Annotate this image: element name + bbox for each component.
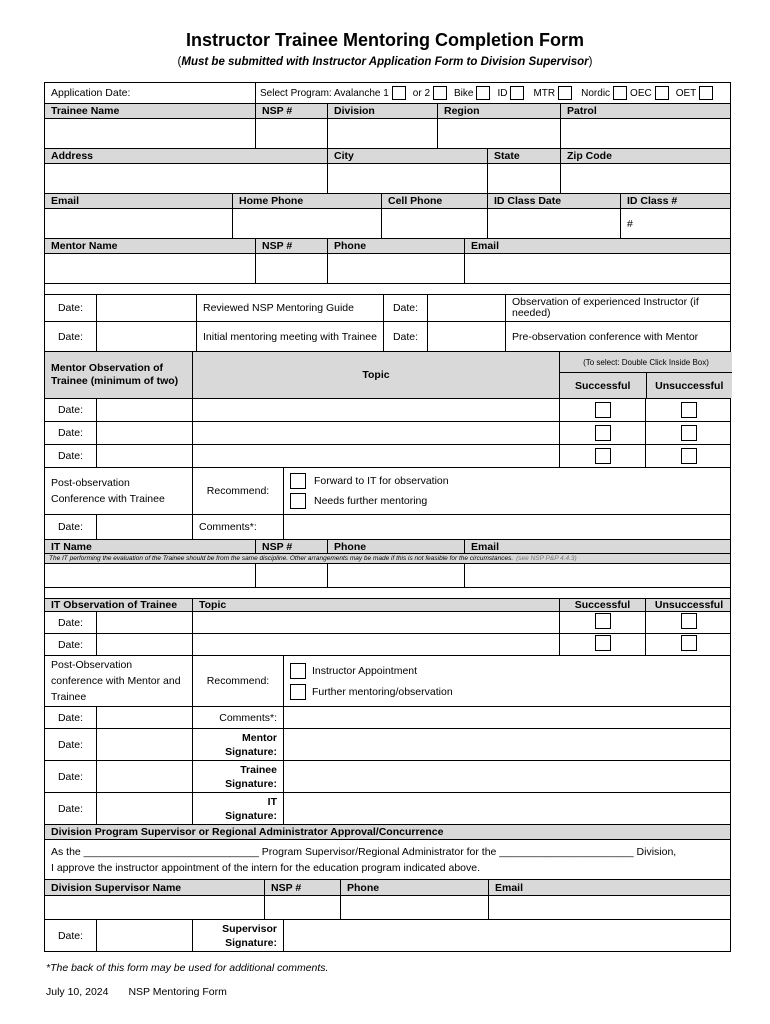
- it-note: The IT performing the evaluation of the Trainee should be from the same discipline. Other arrangements may be made if this is not feasible for the circumstances.: [49, 555, 514, 562]
- checkbox-mtr[interactable]: [558, 86, 572, 100]
- cell-phone-field[interactable]: [382, 209, 488, 238]
- mentor-obs-successful-checkbox[interactable]: [595, 402, 611, 418]
- application-date-label: Application Date:: [45, 83, 256, 103]
- post-obs2-comments-row: Date: Comments*:: [44, 707, 731, 729]
- home-phone-label: Home Phone: [233, 194, 382, 208]
- it-obs-successful-checkbox[interactable]: [595, 613, 611, 629]
- it-obs-unsuccessful-checkbox[interactable]: [681, 635, 697, 651]
- division-header: [44, 825, 731, 840]
- it-note-ref: (see NSP P&P 4.4.3): [516, 555, 577, 562]
- city-label: City: [328, 149, 488, 163]
- post-obs2-label: Post-Observation conference with Mentor and Trainee: [45, 656, 193, 706]
- initial-date-field[interactable]: [97, 322, 197, 351]
- mentor-nsp-label: NSP #: [256, 239, 328, 253]
- forward-it-checkbox[interactable]: [290, 473, 306, 489]
- trainee-region-label: Region: [438, 104, 561, 118]
- post-obs2-comments-label: Comments*:: [193, 707, 284, 728]
- division-email-label: Email: [495, 881, 524, 894]
- trainee-division-label: Division: [328, 104, 438, 118]
- home-phone-field[interactable]: [233, 209, 382, 238]
- mentor-obs-row: Date:: [44, 422, 731, 445]
- id-class-date-label: ID Class Date: [488, 194, 621, 208]
- it-obs-unsuccessful-checkbox[interactable]: [681, 613, 697, 629]
- cell-phone-label: Cell Phone: [382, 194, 488, 208]
- footer-form-name: NSP Mentoring Form: [128, 986, 227, 998]
- trainee-name-field[interactable]: [45, 119, 256, 148]
- trainee-name-label: Trainee Name: [45, 104, 256, 118]
- mentor-obs-successful-checkbox[interactable]: [595, 425, 611, 441]
- contact-fields: [44, 209, 731, 239]
- mentor-obs-topic-field[interactable]: [193, 422, 560, 444]
- mentor-signature-date-field[interactable]: [97, 729, 193, 760]
- it-note-row: [44, 554, 731, 564]
- mentor-obs-unsuccessful-checkbox[interactable]: [681, 402, 697, 418]
- it-obs-header: [44, 598, 731, 612]
- address-field[interactable]: [45, 164, 328, 193]
- it-email-field[interactable]: [465, 564, 732, 587]
- post-obs1-comments-row: Date: Comments*:: [44, 515, 731, 540]
- division-nsp-field[interactable]: [265, 896, 341, 919]
- post-obs2-recommend: Recommend:: [193, 656, 284, 706]
- it-nsp-label: NSP #: [256, 540, 328, 553]
- zip-field[interactable]: [561, 164, 732, 193]
- post-obs1-date-field[interactable]: [97, 515, 193, 539]
- post-obs2-date-field[interactable]: [97, 707, 193, 728]
- it-obs-label: IT Observation of Trainee: [45, 599, 193, 611]
- mentor-obs-label: Mentor Observation of Trainee (minimum of two): [45, 352, 193, 398]
- it-phone-field[interactable]: [328, 564, 465, 587]
- post-obs1-row: Post-observation Conference with Trainee Recommend: Forward to IT for observation Needs further mentoring: [44, 468, 731, 515]
- supervisor-date-field[interactable]: [97, 920, 193, 951]
- trainee-nsp-label: NSP #: [256, 104, 328, 118]
- reviewed-guide-label: Reviewed NSP Mentoring Guide: [197, 295, 384, 321]
- spacer: [44, 284, 731, 294]
- mentor-successful-label: Successful: [560, 373, 647, 398]
- email-field[interactable]: [45, 209, 233, 238]
- preobs-label: Pre-observation conference with Mentor: [512, 330, 699, 343]
- trainee-signature-field[interactable]: [284, 761, 732, 792]
- trainee-region-field[interactable]: [438, 119, 561, 148]
- mentor-obs-topic-field[interactable]: [193, 399, 560, 421]
- id-class-date-field[interactable]: [488, 209, 621, 238]
- preobs-date-field[interactable]: [428, 322, 506, 351]
- id-class-num-label: ID Class #: [627, 195, 678, 207]
- mentor-email-label: Email: [471, 240, 500, 252]
- checkbox-nordic[interactable]: [613, 86, 627, 100]
- city-field[interactable]: [328, 164, 488, 193]
- division-sup-name-label: Division Supervisor Name: [45, 880, 265, 895]
- further-observation-checkbox[interactable]: [290, 684, 306, 700]
- post-obs2-row: Post-Observation conference with Mentor and Trainee Recommend: Instructor Appointment Further mentoring/observation: [44, 656, 731, 707]
- mentoring-form: [44, 82, 731, 952]
- mentor-obs-topic-label: Topic: [193, 352, 560, 398]
- observation-date-field[interactable]: [428, 295, 506, 321]
- program-row: [44, 82, 731, 104]
- mentor-header: [44, 239, 731, 254]
- supervisor-signature-row: Date: Supervisor Signature:: [44, 920, 731, 952]
- address-header: [44, 149, 731, 164]
- checkbox-avalanche2[interactable]: [433, 86, 447, 100]
- prep-row-2: Date: Initial mentoring meeting with Trainee Date: Pre-observation conference with Mentor: [44, 322, 731, 352]
- instructor-appointment-checkbox[interactable]: [290, 663, 306, 679]
- select-hint: (To select: Double Click Inside Box): [560, 352, 732, 373]
- trainee-fields: [44, 119, 731, 149]
- division-line2: I approve the instructor appointment of the intern for the education program indicated above.: [51, 861, 481, 874]
- it-obs-topic-field[interactable]: [193, 634, 560, 655]
- it-signature-field[interactable]: [284, 793, 732, 824]
- state-field[interactable]: [488, 164, 561, 193]
- post-obs1-comments-field[interactable]: [284, 515, 732, 539]
- it-unsuccessful-label: Unsuccessful: [654, 599, 724, 611]
- it-header: [44, 540, 731, 554]
- it-successful-label: Successful: [560, 599, 646, 611]
- footer: [46, 986, 247, 998]
- id-class-num-field[interactable]: #: [627, 217, 633, 230]
- mentor-obs-date-field[interactable]: [97, 399, 193, 421]
- it-signature-date-field[interactable]: [97, 793, 193, 824]
- it-obs-date-field[interactable]: [97, 612, 193, 633]
- reviewed-date-field[interactable]: [97, 295, 197, 321]
- mentor-nsp-field[interactable]: [256, 254, 328, 283]
- mentor-obs-successful-checkbox[interactable]: [595, 448, 611, 464]
- footnote: *The back of this form may be used for additional comments.: [46, 962, 329, 974]
- it-fields: [44, 564, 731, 588]
- mentor-phone-field[interactable]: [328, 254, 465, 283]
- mentor-fields: [44, 254, 731, 284]
- checkbox-avalanche1[interactable]: [392, 86, 406, 100]
- division-phone-field[interactable]: [341, 896, 489, 919]
- initial-meeting-label: Initial mentoring meeting with Trainee: [197, 322, 384, 351]
- mentor-name-label: Mentor Name: [45, 239, 256, 253]
- form-title: Instructor Trainee Mentoring Completion Form: [185, 30, 585, 50]
- state-label: State: [488, 149, 561, 163]
- subtitle-bold: Must be submitted with Instructor Application Form to Division Supervisor: [181, 56, 589, 68]
- it-obs-topic-label: Topic: [193, 599, 560, 611]
- it-name-label: IT Name: [45, 540, 256, 553]
- it-email-label: Email: [471, 540, 500, 553]
- address-fields: [44, 164, 731, 194]
- division-header-label: Division Program Supervisor or Regional Administrator Approval/Concurrence: [51, 826, 444, 838]
- division-sup-header: [44, 880, 731, 896]
- mentor-obs-row: Date:: [44, 399, 731, 422]
- post-obs1-comments-label: Comments*:: [193, 515, 284, 539]
- address-label: Address: [45, 149, 328, 163]
- prep-row-1: Date: Reviewed NSP Mentoring Guide Date: Observation of experienced Instructor (if needed): [44, 294, 731, 322]
- mentor-obs-unsuccessful-checkbox[interactable]: [681, 448, 697, 464]
- it-phone-label: Phone: [328, 540, 465, 553]
- checkbox-oec[interactable]: [655, 86, 669, 100]
- checkbox-id[interactable]: [510, 86, 524, 100]
- footer-date: July 10, 2024: [46, 986, 109, 998]
- trainee-signature-row: Date: Trainee Signature:: [44, 761, 731, 793]
- division-line1: As the ______________________________ Program Supervisor/Regional Administrator for the _______________________ Division,: [51, 845, 677, 858]
- mentor-name-field[interactable]: [45, 254, 256, 283]
- observation-label: Observation of experienced Instructor (if needed): [512, 296, 699, 319]
- checkbox-oet[interactable]: [699, 86, 713, 100]
- mentor-email-field[interactable]: [465, 254, 732, 283]
- division-phone-label: Phone: [341, 880, 489, 895]
- spacer: [44, 588, 731, 598]
- it-obs-successful-checkbox[interactable]: [595, 635, 611, 651]
- trainee-nsp-field[interactable]: [256, 119, 328, 148]
- post-obs1-recommend: Recommend:: [193, 468, 284, 514]
- mentor-signature-field[interactable]: [284, 729, 732, 760]
- division-sup-name-field[interactable]: [45, 896, 265, 919]
- trainee-division-field[interactable]: [328, 119, 438, 148]
- post-obs2-comments-field[interactable]: [284, 707, 732, 728]
- mentor-obs-header: [44, 352, 731, 399]
- zip-label: Zip Code: [567, 150, 612, 162]
- mentor-signature-row: Date: Mentor Signature:: [44, 729, 731, 761]
- division-email-field[interactable]: [489, 896, 732, 919]
- mentor-unsuccessful-label: Unsuccessful: [655, 380, 724, 392]
- mentor-obs-topic-field[interactable]: [193, 445, 560, 467]
- division-nsp-label: NSP #: [265, 880, 341, 895]
- mentor-phone-label: Phone: [328, 239, 465, 253]
- post-obs1-label: Post-observation Conference with Trainee: [45, 468, 193, 514]
- trainee-patrol-label: Patrol: [567, 105, 597, 117]
- email-label: Email: [45, 194, 233, 208]
- trainee-header: [44, 104, 731, 119]
- it-obs-date-field[interactable]: [97, 634, 193, 655]
- it-obs-topic-field[interactable]: [193, 612, 560, 633]
- division-sup-fields: [44, 896, 731, 920]
- mentor-obs-unsuccessful-checkbox[interactable]: [681, 425, 697, 441]
- mentor-obs-date-field[interactable]: [97, 445, 193, 467]
- mentor-obs-date-field[interactable]: [97, 422, 193, 444]
- it-name-field[interactable]: [45, 564, 256, 587]
- trainee-patrol-field[interactable]: [561, 119, 732, 148]
- division-statement: [44, 840, 731, 880]
- program-select: Select Program: Avalanche 1 or 2 Bike ID MTR Nordic OEC OET: [256, 83, 732, 103]
- it-signature-row: Date: IT Signature:: [44, 793, 731, 825]
- checkbox-bike[interactable]: [476, 86, 490, 100]
- mentor-obs-row: Date:: [44, 445, 731, 468]
- it-obs-row: Date:: [44, 634, 731, 656]
- it-nsp-field[interactable]: [256, 564, 328, 587]
- form-subtitle: (Must be submitted with Instructor Application Form to Division Supervisor): [177, 56, 593, 68]
- supervisor-signature-field[interactable]: [284, 920, 732, 951]
- it-obs-row: Date:: [44, 612, 731, 634]
- further-mentoring-checkbox[interactable]: [290, 493, 306, 509]
- trainee-signature-date-field[interactable]: [97, 761, 193, 792]
- contact-header: [44, 194, 731, 209]
